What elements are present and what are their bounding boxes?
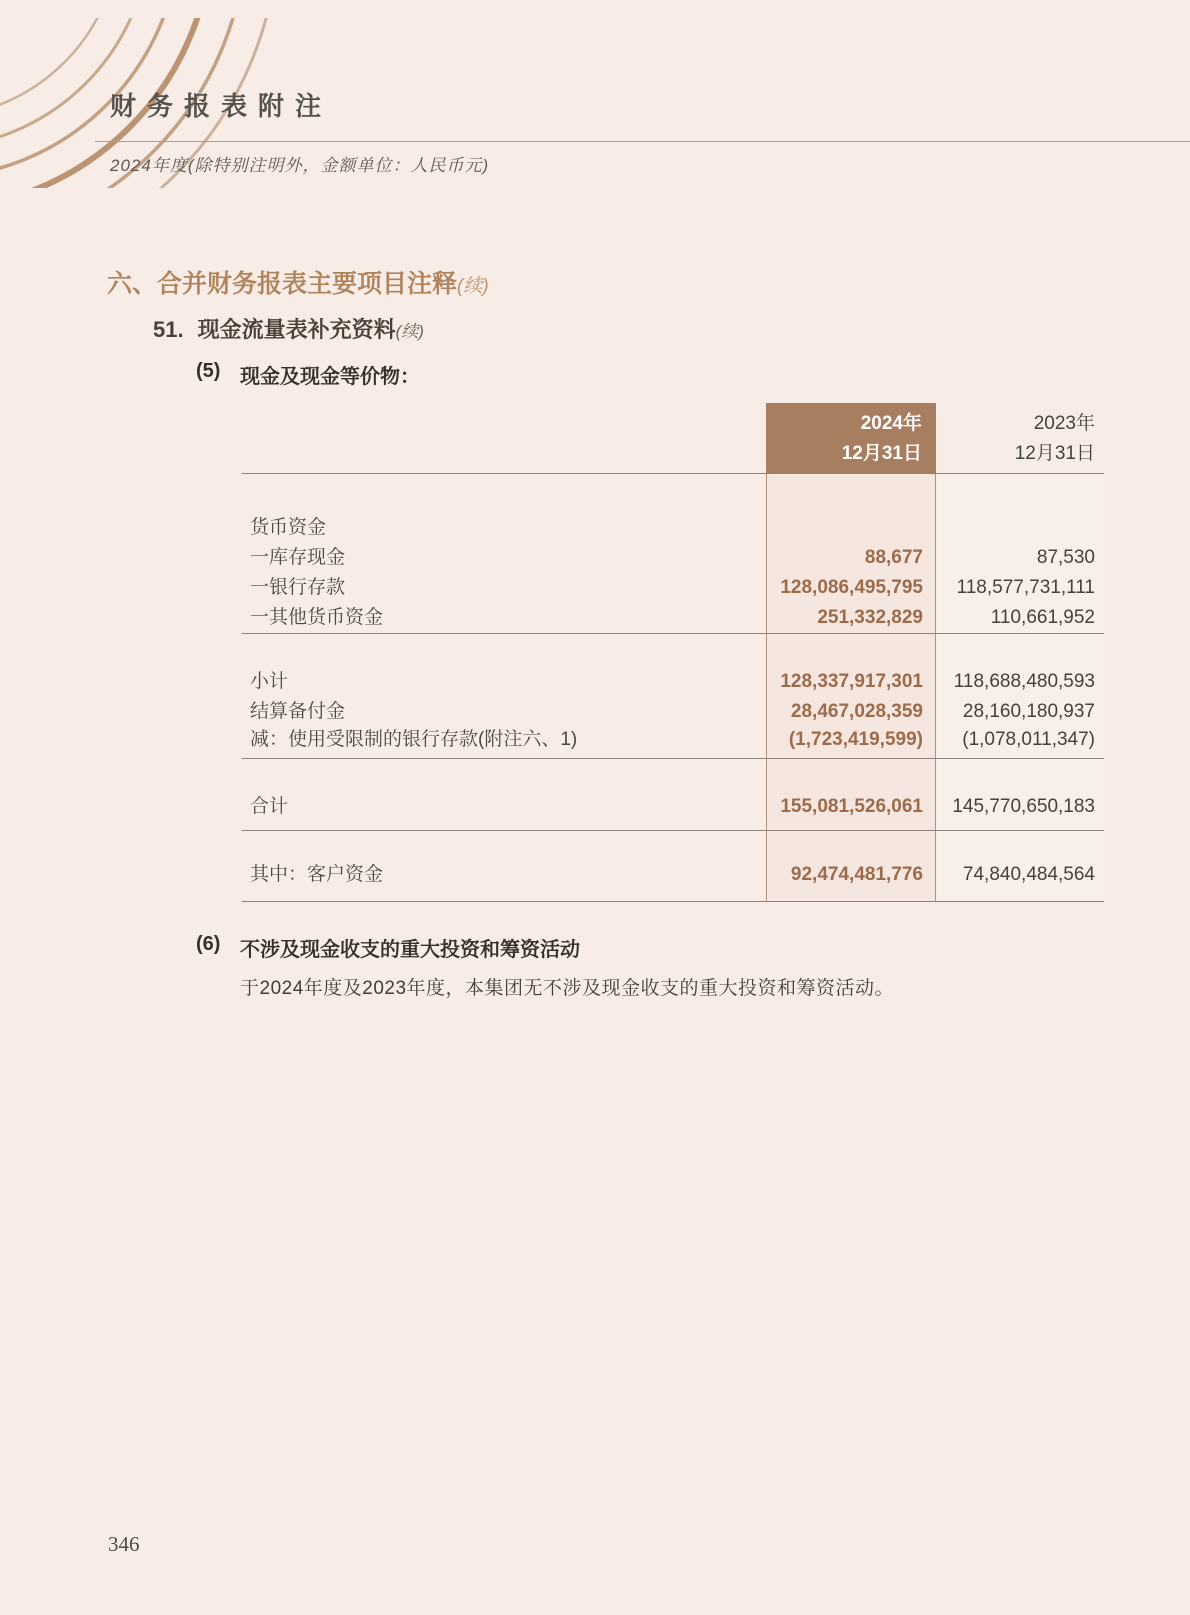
subsection-heading xyxy=(153,313,424,344)
table-row-settlement-reserves xyxy=(242,697,1104,727)
row-value-2023: 118,577,731,111 xyxy=(956,577,1095,598)
row-value-2023: 145,770,650,183 xyxy=(952,796,1095,817)
row-label: 合计 xyxy=(250,796,289,817)
column-header-2023 xyxy=(937,409,1095,469)
subsection-suffix: (续) xyxy=(395,322,424,341)
row-value-2024: 28,467,028,359 xyxy=(790,701,923,722)
row-value-2023: 74,840,484,564 xyxy=(962,864,1095,885)
item-5-heading xyxy=(196,360,796,388)
row-value-2023: 87,530 xyxy=(1036,547,1095,568)
table-rule-bottom xyxy=(242,901,1104,902)
section-heading-text: 六、合并财务报表主要项目注释 xyxy=(107,270,458,298)
table-row-bank-deposits xyxy=(242,573,1104,603)
row-value-2024: 92,474,481,776 xyxy=(790,864,923,885)
item-6-heading xyxy=(196,933,996,961)
table-rule-3 xyxy=(242,830,1104,831)
row-label: 一库存现金 xyxy=(250,547,346,568)
page-title: 财务报表附注 xyxy=(110,92,333,121)
section-heading-suffix: (续) xyxy=(457,276,489,297)
row-value-2024: 88,677 xyxy=(864,547,923,568)
row-label: 货币资金 xyxy=(250,517,327,538)
subsection-title: 现金流量表补充资料 xyxy=(197,317,396,342)
row-value-2024: 128,086,495,795 xyxy=(780,577,923,598)
item-6-number: (6) xyxy=(196,933,221,955)
column-header-2023-year: 2023年 xyxy=(1033,413,1095,434)
row-label: 一银行存款 xyxy=(250,577,346,598)
column-header-2024 xyxy=(766,409,922,469)
row-value-2023: 110,661,952 xyxy=(990,607,1095,628)
section-heading xyxy=(107,264,489,300)
column-header-2024-year: 2024年 xyxy=(860,413,922,434)
row-value-2024: 251,332,829 xyxy=(817,607,923,628)
item-5-number: (5) xyxy=(196,360,221,382)
row-label: 其中：客户资金 xyxy=(250,864,384,885)
row-label: 小计 xyxy=(250,671,289,692)
table-row-cash-on-hand xyxy=(242,543,1104,573)
page-number: 346 xyxy=(108,1532,140,1556)
row-value-2024: 155,081,526,061 xyxy=(780,796,923,817)
row-value-2024: (1,723,419,599) xyxy=(788,729,923,750)
item-6-title: 不涉及现金收支的重大投资和筹资活动 xyxy=(240,939,580,961)
row-value-2023: 118,688,480,593 xyxy=(953,671,1095,692)
row-value-2023: 28,160,180,937 xyxy=(962,701,1095,722)
item-6-paragraph: 于2024年度及2023年度，本集团无不涉及现金收支的重大投资和筹资活动。 xyxy=(240,978,895,999)
table-row-total xyxy=(242,792,1104,822)
row-label: 一其他货币资金 xyxy=(250,607,384,628)
table-row-other-monetary-funds xyxy=(242,603,1104,633)
table-rule-2 xyxy=(242,758,1104,759)
table-rule-top xyxy=(242,473,1104,474)
row-label: 结算备付金 xyxy=(250,701,346,722)
table-row-client-funds xyxy=(242,860,1104,890)
item-5-title: 现金及现金等价物： xyxy=(240,366,420,388)
table-row-subtotal xyxy=(242,667,1104,697)
header-divider xyxy=(95,141,1190,142)
row-value-2023: (1,078,011,347) xyxy=(962,729,1095,750)
subsection-number: 51. xyxy=(153,317,184,342)
column-header-2023-date: 12月31日 xyxy=(1014,443,1095,464)
page-subtitle: 2024年度(除特别注明外，金额单位：人民币元) xyxy=(110,156,490,175)
row-label: 减：使用受限制的银行存款(附注六、1) xyxy=(250,729,578,750)
row-value-2024: 128,337,917,301 xyxy=(780,671,923,692)
column-header-2024-date: 12月31日 xyxy=(841,443,922,464)
table-row-less-restricted-deposits xyxy=(242,725,1104,755)
table-rule-1 xyxy=(242,633,1104,634)
table-row-monetary-funds xyxy=(242,513,1104,543)
